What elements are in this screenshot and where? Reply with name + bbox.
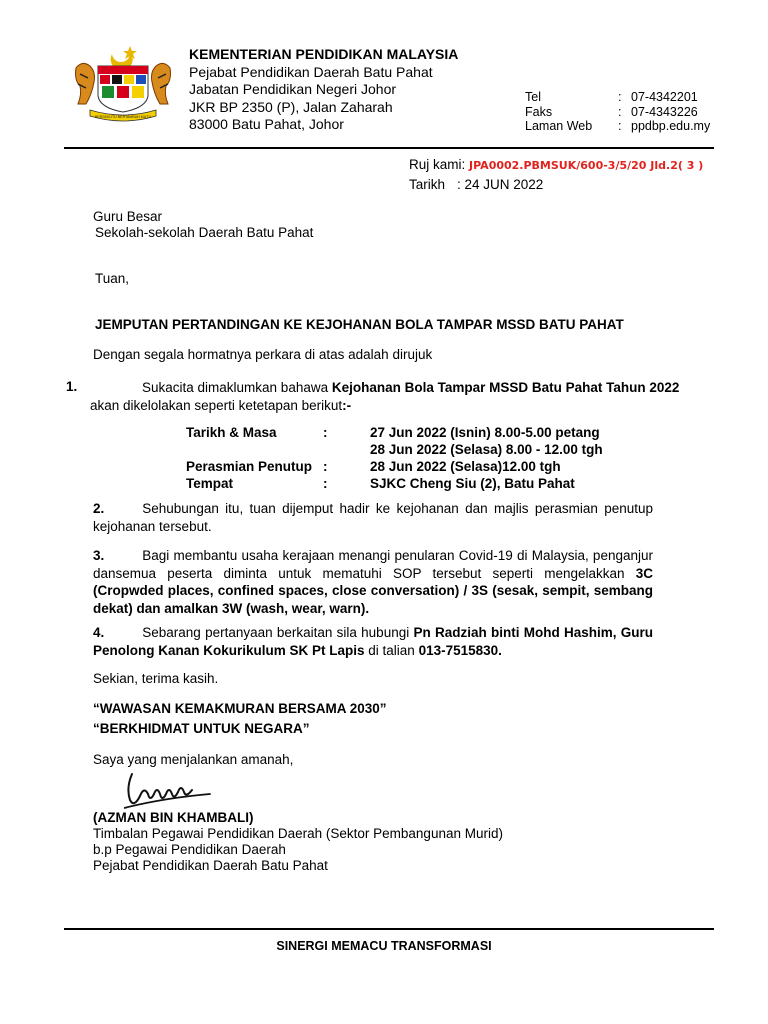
event-details	[186, 424, 603, 492]
coat-of-arms-logo	[68, 44, 178, 122]
office-name: Pejabat Pendidikan Daerah Batu Pahat	[189, 63, 433, 80]
header-divider	[64, 147, 714, 149]
footer-slogan: SINERGI MEMACU TRANSFORMASI	[276, 939, 492, 953]
contact-row-fax: Faks : 07-4343226	[525, 104, 698, 119]
contact-person: Pn Radziah binti Mohd Hashim, Guru Penolong Kanan Kokurikulum SK Pt Lapis	[93, 625, 653, 658]
contact-row-web: Laman Web : ppdbp.edu.my	[525, 119, 711, 133]
date-value: : 24 JUN 2022	[457, 177, 544, 192]
tel-value: 07-4342201	[631, 90, 698, 104]
contact-block	[525, 90, 710, 134]
closing-line: Sekian, terima kasih.	[93, 671, 219, 686]
motto-1: “WAWASAN KEMAKMURAN BERSAMA 2030”	[93, 701, 387, 716]
recipient-title: Guru Besar	[93, 209, 163, 224]
para-1-number: 1.	[66, 379, 78, 394]
address-line-2: 83000 Batu Pahat, Johor	[189, 116, 344, 132]
para-3: 3. Bagi membantu usaha kerajaan menangi penularan Covid-19 di Malaysia, penganjur dansemua peserta diminta untuk mematuhi SOP tersebut seperti mengelakkan 3C (Cropwded places, confined spaces, close conversation) / 3S (sesak, sempit, sembang dekat) dan amalkan 3W (wash, wear, warn).	[93, 548, 653, 616]
crest-banner-text: BERSEKUTU BERTAMBAH MUTU	[94, 115, 152, 119]
opening-line: Dengan segala hormatnya perkara di atas adalah dirujuk	[93, 347, 433, 362]
footer-divider	[64, 928, 714, 930]
signatory-name: (AZMAN BIN KHAMBALI)	[93, 810, 254, 825]
detail-row: 28 Jun 2022 (Selasa) 8.00 - 12.00 tgh	[370, 442, 603, 457]
department-name: Jabatan Pendidikan Negeri Johor	[189, 81, 397, 97]
contact-row-tel: Tel : 07-4342201	[525, 90, 698, 104]
para-2: 2. Sehubungan itu, tuan dijemput hadir ke kejohanan dan majlis perasmian penutup kejohanan tersebut.	[93, 501, 653, 534]
letter-subject: JEMPUTAN PERTANDINGAN KE KEJOHANAN BOLA TAMPAR MSSD BATU PAHAT	[95, 317, 624, 332]
signatory-title-1: Timbalan Pegawai Pendidikan Daerah (Sektor Pembangunan Murid)	[93, 826, 503, 841]
salutation: Tuan,	[95, 271, 130, 286]
reference-number: JPA0002.PBMSUK/600-3/5/20 Jld.2( 3 )	[469, 159, 704, 172]
detail-row: Tempat : SJKC Cheng Siu (2), Batu Pahat	[186, 476, 575, 491]
trust-line: Saya yang menjalankan amanah,	[93, 752, 294, 767]
reference-line: Ruj kami: JPA0002.PBMSUK/600-3/5/20 Jld.2( 3 )	[409, 157, 704, 172]
detail-row: Perasmian Penutup : 28 Jun 2022 (Selasa)12.00 tgh	[186, 459, 561, 474]
para-1: Sukacita dimaklumkan bahawa Kejohanan Bola Tampar MSSD Batu Pahat Tahun 2022 akan dikelolakan seperti ketetapan berikut:-	[90, 380, 680, 413]
date-line: Tarikh : 24 JUN 2022	[409, 177, 544, 192]
handwritten-signature	[124, 768, 224, 816]
signatory-title-3: Pejabat Pendidikan Daerah Batu Pahat	[93, 858, 328, 873]
signatory-title-2: b.p Pegawai Pendidikan Daerah	[93, 842, 286, 857]
ministry-name: KEMENTERIAN PENDIDIKAN MALAYSIA	[189, 46, 459, 62]
fax-value: 07-4343226	[631, 104, 698, 119]
recipient-schools: Sekolah-sekolah Daerah Batu Pahat	[95, 225, 314, 240]
covid-sop-text: 3C (Cropwded places, confined spaces, close conversation) / 3S (sesak, sempit, sembang dekat) dan amalkan 3W (wash, wear, warn).	[93, 565, 653, 616]
address-line-1: JKR BP 2350 (P), Jalan Zaharah	[189, 98, 393, 115]
para-4: 4. Sebarang pertanyaan berkaitan sila hubungi Pn Radziah binti Mohd Hashim, Guru Penolong Kanan Kokurikulum SK Pt Lapis di talian 013-7515830.	[93, 625, 653, 658]
contact-phone: 013-7515830.	[418, 642, 502, 658]
event-name: Kejohanan Bola Tampar MSSD Batu Pahat Tahun 2022	[331, 380, 680, 395]
website-link[interactable]: ppdbp.edu.my	[631, 119, 711, 133]
motto-2: “BERKHIDMAT UNTUK NEGARA”	[93, 721, 310, 736]
letterhead	[189, 46, 458, 134]
detail-row: Tarikh & Masa : 27 Jun 2022 (Isnin) 8.00-5.00 petang	[186, 425, 600, 440]
